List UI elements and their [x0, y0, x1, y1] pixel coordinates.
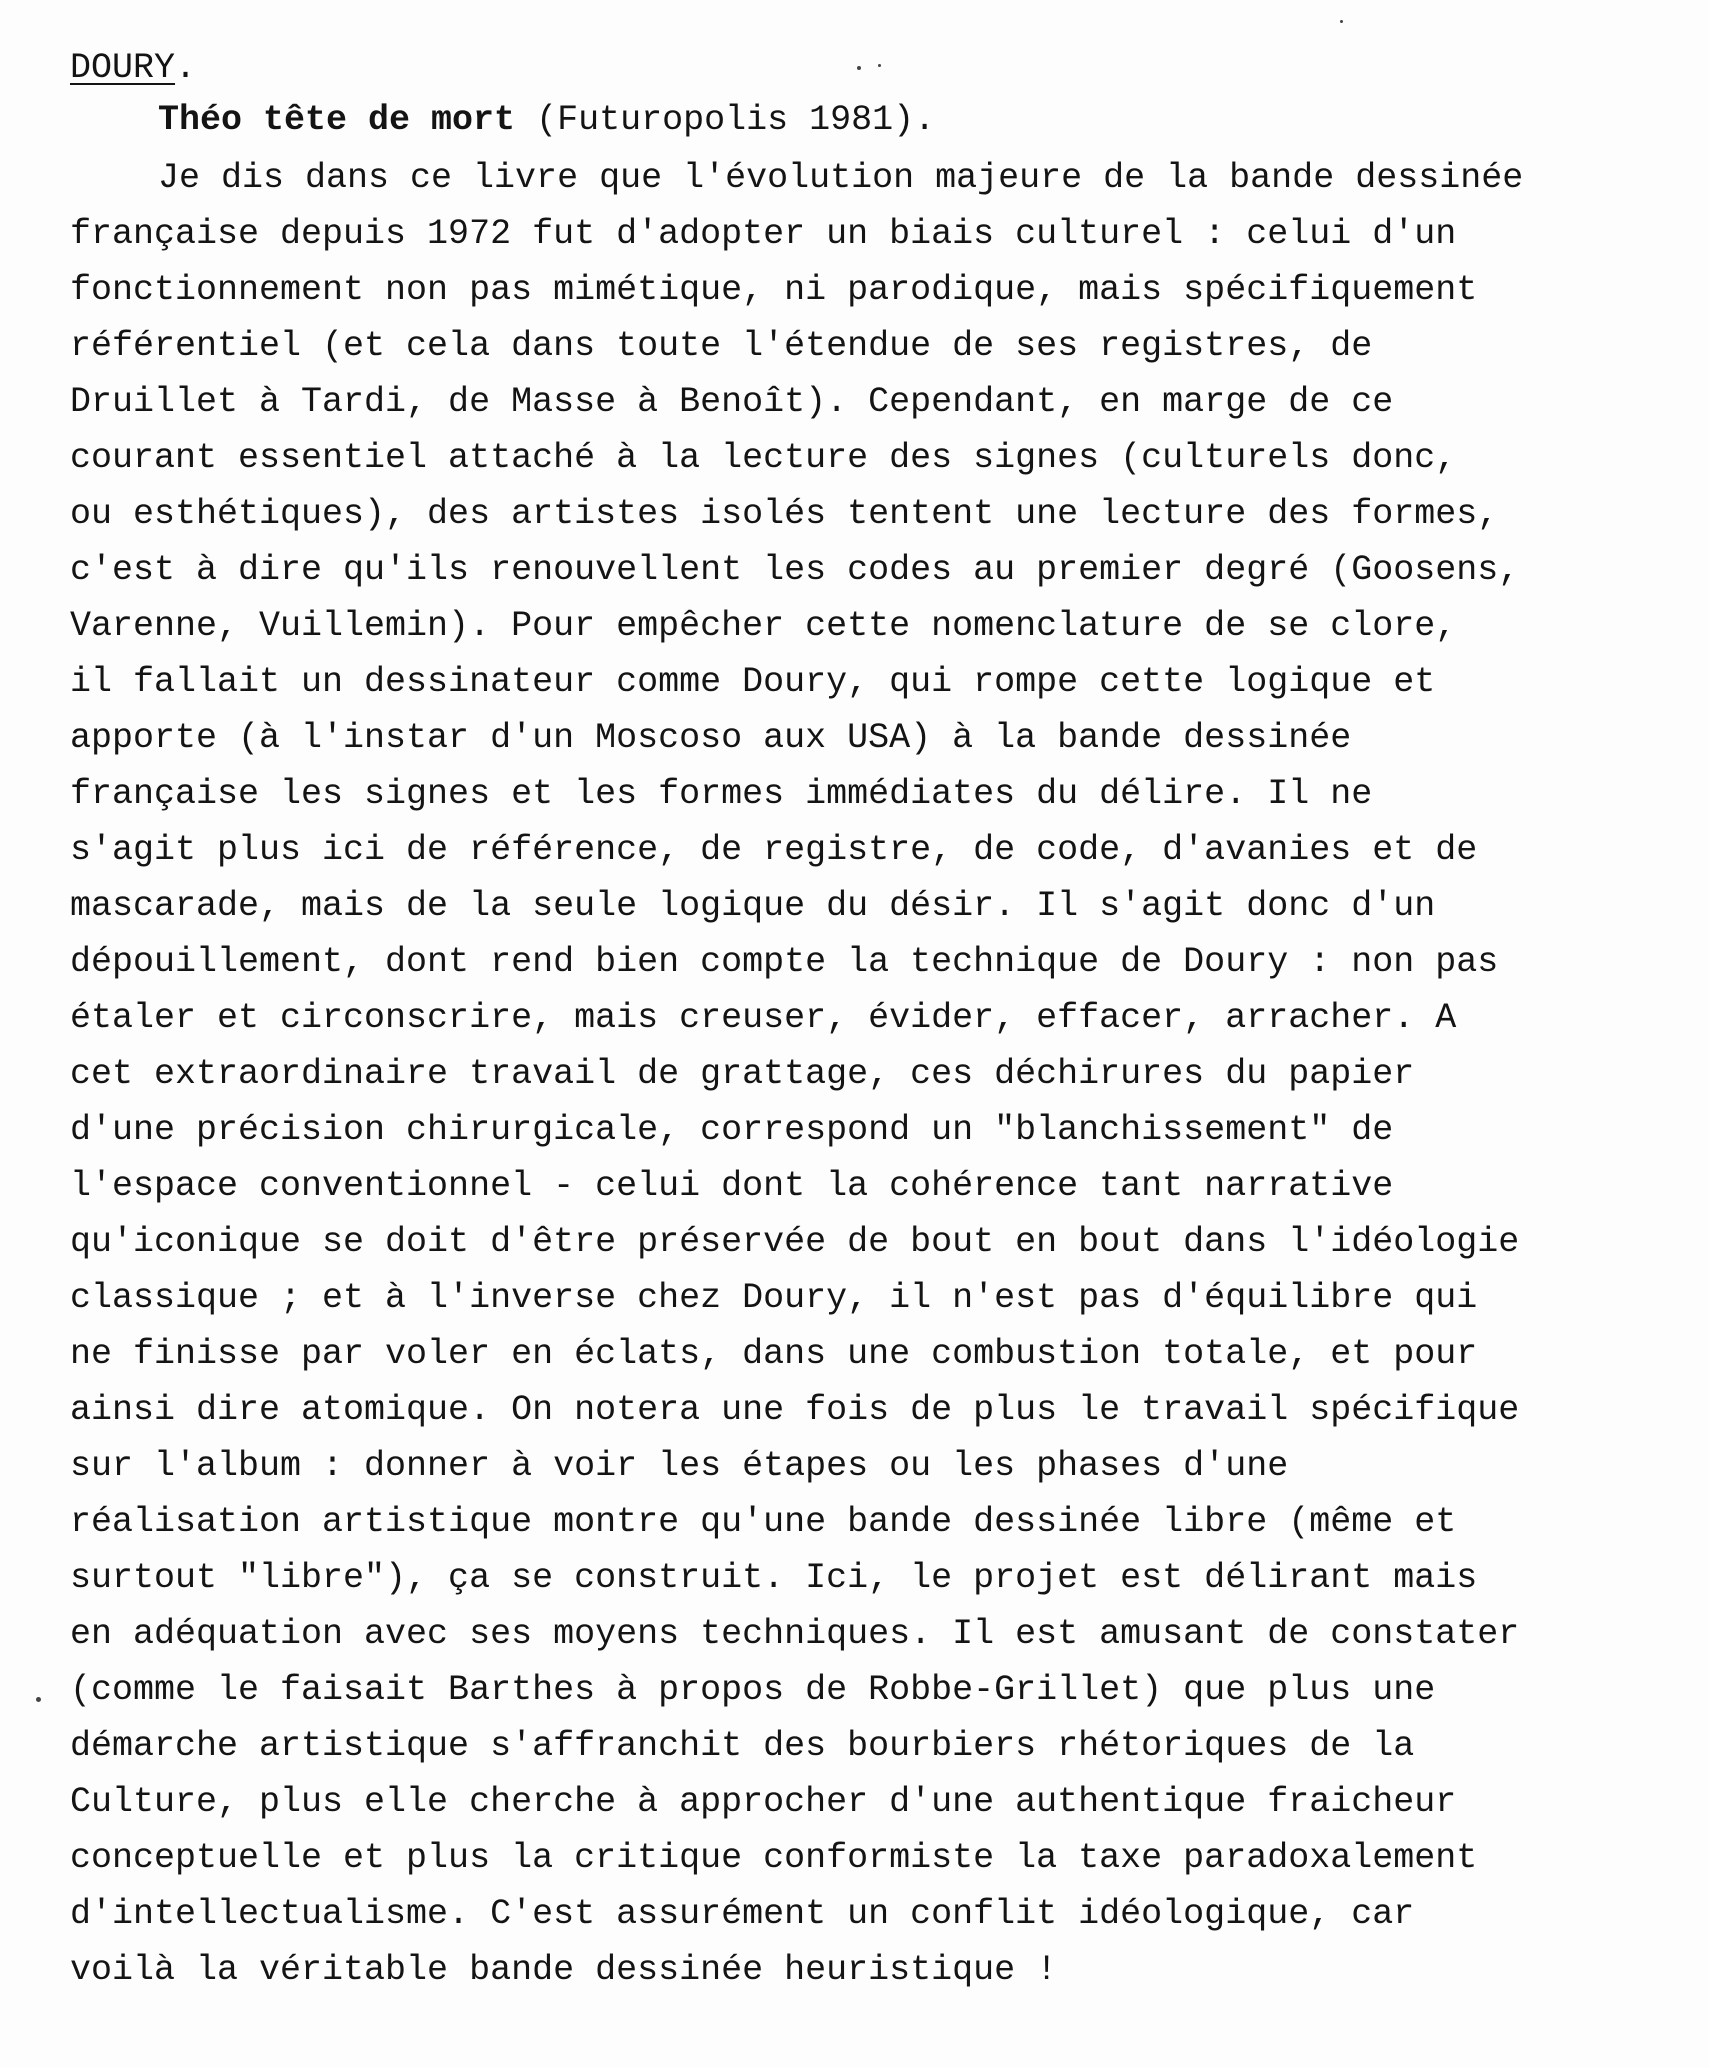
text-line: Culture, plus elle cherche à approcher d'une authentique fraicheur — [70, 1782, 1457, 1822]
text-line: classique ; et à l'inverse chez Doury, il n'est pas d'équilibre qui — [70, 1278, 1478, 1318]
text-line: d'une précision chirurgicale, correspond un "blanchissement" de — [70, 1110, 1394, 1150]
text-line: d'intellectualisme. C'est assurément un conflit idéologique, car — [70, 1894, 1415, 1934]
text-line: voilà la véritable bande dessinée heuristique ! — [70, 1950, 1058, 1990]
book-publication: (Futuropolis 1981). — [536, 100, 936, 140]
text-line: l'espace conventionnel - celui dont la cohérence tant narrative — [70, 1166, 1394, 1206]
book-reference — [158, 96, 935, 144]
text-line: démarche artistique s'affranchit des bourbiers rhétoriques de la — [70, 1726, 1415, 1766]
text-line: en adéquation avec ses moyens techniques. Il est amusant de constater — [70, 1614, 1520, 1654]
text-line: surtout "libre"), ça se construit. Ici, le projet est délirant mais — [70, 1558, 1478, 1598]
text-line: Varenne, Vuillemin). Pour empêcher cette nomenclature de se clore, — [70, 606, 1457, 646]
text-line: française depuis 1972 fut d'adopter un biais culturel : celui d'un — [70, 214, 1457, 254]
text-line: courant essentiel attaché à la lecture des signes (culturels donc, — [70, 438, 1457, 478]
text-line: ainsi dire atomique. On notera une fois de plus le travail spécifique — [70, 1390, 1520, 1430]
paper-speck — [878, 64, 881, 67]
book-title: Théo tête de mort — [158, 100, 516, 140]
text-line: fonctionnement non pas mimétique, ni parodique, mais spécifiquement — [70, 270, 1478, 310]
text-line: c'est à dire qu'ils renouvellent les codes au premier degré (Goosens, — [70, 550, 1520, 590]
text-line: s'agit plus ici de référence, de registre, de code, d'avanies et de — [70, 830, 1478, 870]
paper-speck — [1340, 20, 1343, 23]
review-paragraph — [70, 150, 1670, 1998]
text-line: conceptuelle et plus la critique conformiste la taxe paradoxalement — [70, 1838, 1478, 1878]
paper-speck — [857, 66, 861, 70]
text-line: (comme le faisait Barthes à propos de Robbe-Grillet) que plus une — [70, 1670, 1436, 1710]
text-line: Druillet à Tardi, de Masse à Benoît). Cependant, en marge de ce — [70, 382, 1394, 422]
text-line: apporte (à l'instar d'un Moscoso aux USA) à la bande dessinée — [70, 718, 1352, 758]
text-line: mascarade, mais de la seule logique du désir. Il s'agit donc d'un — [70, 886, 1436, 926]
text-line: sur l'album : donner à voir les étapes ou les phases d'une — [70, 1446, 1289, 1486]
text-line: ne finisse par voler en éclats, dans une combustion totale, et pour — [70, 1334, 1478, 1374]
text-line: Je dis dans ce livre que l'évolution majeure de la bande dessinée — [158, 158, 1524, 198]
author-name: DOURY — [70, 48, 176, 88]
text-line: référentiel (et cela dans toute l'étendue de ses registres, de — [70, 326, 1373, 366]
text-line: qu'iconique se doit d'être préservée de bout en bout dans l'idéologie — [70, 1222, 1520, 1262]
text-line: ou esthétiques), des artistes isolés tentent une lecture des formes, — [70, 494, 1499, 534]
text-line: réalisation artistique montre qu'une bande dessinée libre (même et — [70, 1502, 1457, 1542]
text-line: française les signes et les formes immédiates du délire. Il ne — [70, 774, 1373, 814]
text-line: étaler et circonscrire, mais creuser, évider, effacer, arracher. A — [70, 998, 1457, 1038]
text-line: il fallait un dessinateur comme Doury, qui rompe cette logique et — [70, 662, 1436, 702]
paper-speck — [36, 1697, 41, 1702]
heading-period: . — [175, 48, 197, 88]
text-line: cet extraordinaire travail de grattage, ces déchirures du papier — [70, 1054, 1415, 1094]
section-heading — [70, 44, 196, 92]
text-line: dépouillement, dont rend bien compte la technique de Doury : non pas — [70, 942, 1499, 982]
